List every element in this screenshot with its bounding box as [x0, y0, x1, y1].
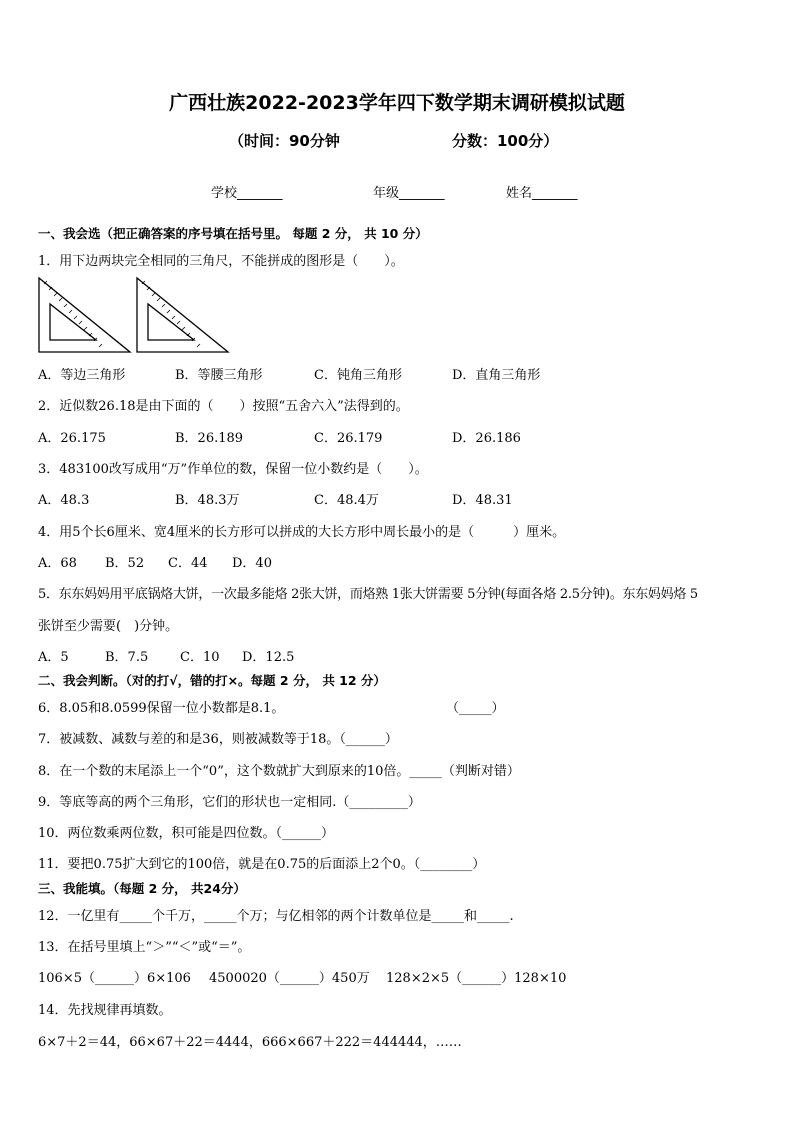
exam-time: （时间：90分钟 — [229, 132, 340, 150]
section-3-heading: 三、我能填。（每题 2 分， 共24分） — [38, 881, 246, 896]
grade-field[interactable]: 年级_______ — [373, 186, 445, 201]
triangle-ruler-left — [39, 278, 130, 352]
q5-option-a[interactable]: A．5 — [38, 650, 69, 665]
q1-option-a[interactable]: A．等边三角形 — [38, 368, 126, 383]
q1-option-d[interactable]: D．直角三角形 — [452, 368, 541, 383]
q3-option-c[interactable]: C．48.4万 — [314, 493, 379, 508]
question-5-line-1: 5．东东妈妈用平底锅烙大饼，一次最多能烙 2张大饼，而烙熟 1张大饼需要 5分钟(每面各烙 2.5分钟)。东东妈妈烙 5 — [38, 587, 698, 602]
q5-option-d[interactable]: D．12.5 — [242, 650, 295, 665]
question-5-line-2: 张饼至少需要( )分钟。 — [38, 619, 179, 634]
question-10: 10．两位数乘两位数，积可能是四位数。（______） — [38, 826, 335, 841]
q2-option-b[interactable]: B．26.189 — [175, 431, 244, 446]
q2-option-c[interactable]: C．26.179 — [314, 431, 383, 446]
page-title: 广西壮族2022-2023学年四下数学期末调研模拟试题 — [169, 92, 625, 114]
question-4: 4．用5个长6厘米、宽4厘米的长方形可以拼成的大长方形中周长最小的是（ ）厘米。 — [38, 525, 566, 540]
q4-option-b[interactable]: B．52 — [105, 556, 145, 571]
q2-option-d[interactable]: D．26.186 — [452, 431, 521, 446]
question-12: 12．一亿里有_____个千万，_____个万；与亿相邻的两个计数单位是_____和_____. — [38, 909, 514, 924]
name-field[interactable]: 姓名_______ — [506, 186, 578, 201]
q3-option-b[interactable]: B．48.3万 — [175, 493, 240, 508]
question-8: 8．在一个数的末尾添上一个“0”，这个数就扩大到原来的10倍。_____（判断对错） — [38, 764, 520, 779]
q3-option-d[interactable]: D．48.31 — [452, 493, 513, 508]
q4-option-a[interactable]: A．68 — [38, 556, 77, 571]
exam-score: 分数：100分） — [452, 132, 559, 150]
question-2: 2．近似数26.18是由下面的（ ）按照“五舍六入”法得到的。 — [38, 399, 409, 414]
section-1-heading: 一、我会选（把正确答案的序号填在括号里。 每题 2 分， 共 10 分） — [38, 226, 428, 241]
question-14-pattern: 6×7＋2＝44，66×67＋22＝4444，666×667＋222＝444444，…… — [38, 1035, 462, 1050]
question-6-answer-blank[interactable]: （_____） — [446, 701, 505, 716]
q1-option-b[interactable]: B．等腰三角形 — [175, 368, 263, 383]
q5-option-b[interactable]: B．7.5 — [105, 650, 149, 665]
question-13-item-1[interactable]: 106×5（______）6×106 — [38, 971, 191, 986]
q2-option-a[interactable]: A．26.175 — [38, 431, 106, 446]
question-11: 11．要把0.75扩大到它的100倍，就是在0.75的后面添上2个0。（________） — [38, 857, 486, 872]
question-6: 6．8.05和8.0599保留一位小数都是8.1。 — [38, 701, 285, 716]
question-13-item-3[interactable]: 128×2×5（______）128×10 — [386, 971, 567, 986]
triangle-rulers-figure — [36, 276, 236, 356]
question-13: 13．在括号里填上“＞”“＜”或“＝”。 — [38, 940, 251, 955]
section-2-heading: 二、我会判断。（对的打√，错的打×。每题 2 分， 共 12 分） — [38, 673, 386, 688]
question-14: 14．先找规律再填数。 — [38, 1003, 172, 1018]
question-13-item-2[interactable]: 4500020（______）450万 — [209, 971, 370, 986]
q5-option-c[interactable]: C．10 — [180, 650, 220, 665]
q4-option-c[interactable]: C．44 — [168, 556, 208, 571]
question-9: 9．等底等高的两个三角形，它们的形状也一定相同.（_________） — [38, 795, 421, 810]
q4-option-d[interactable]: D．40 — [232, 556, 272, 571]
question-1: 1．用下边两块完全相同的三角尺，不能拼成的图形是（ ）。 — [38, 254, 404, 269]
question-3: 3．483100改写成用“万”作单位的数，保留一位小数约是（ ）。 — [38, 462, 428, 477]
school-field[interactable]: 学校_______ — [211, 186, 283, 201]
q3-option-a[interactable]: A．48.3 — [38, 493, 90, 508]
q1-option-c[interactable]: C．钝角三角形 — [314, 368, 402, 383]
question-7: 7．被减数、减数与差的和是36，则被减数等于18。（______） — [38, 732, 398, 747]
triangle-ruler-right — [137, 278, 228, 352]
